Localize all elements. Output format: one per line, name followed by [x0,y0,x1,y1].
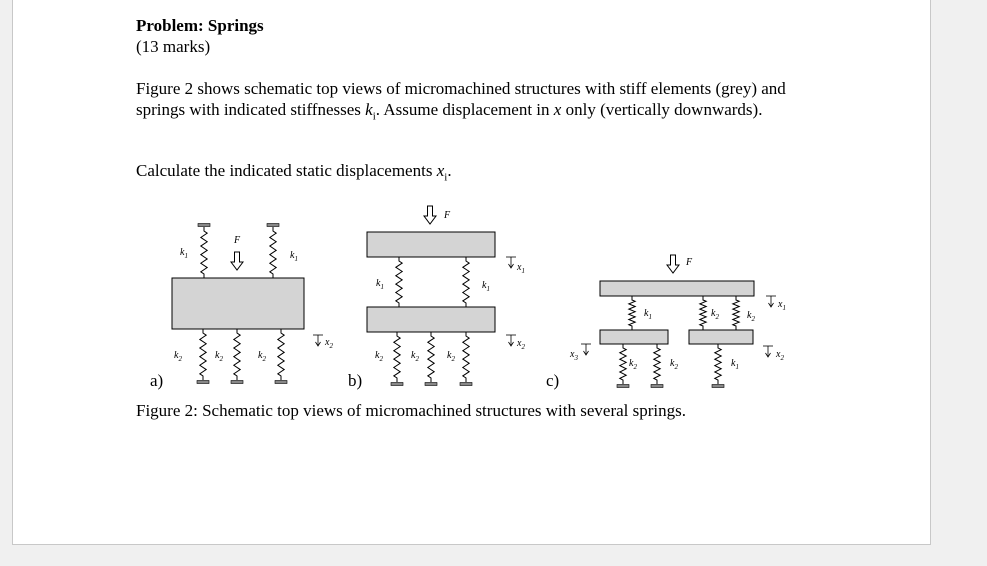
panel-c-spring-k1-top [629,296,635,330]
panel-a-ground-bottom-2 [231,381,243,384]
panel-a-spring-k1-right [270,227,276,278]
panel-a-spring-k2-1 [200,329,206,380]
panel-a-k2-label-3: $k_2$ [258,350,266,363]
panel-a-block [172,278,304,329]
panel-a-ground-top-right [267,224,279,227]
panel-b-spring-k1-left [396,257,402,307]
panel-b-x2-label: $x_2$ [517,338,525,351]
panel-c-spring-k1-br [715,344,721,384]
panel-c-ground-3 [712,385,724,388]
panel-b-ground-1 [391,383,403,386]
panel-a-spring-k1-left [201,227,207,278]
panel-c-ground-1 [617,385,629,388]
panel-c-x3-label: $x_3$ [570,349,578,362]
panel-b-spring-k1-right [463,257,469,307]
panel-a-ground-top-left [198,224,210,227]
panel-c-k1-bottom-label: $k_1$ [731,358,739,371]
panel-c-x1-label: $x_1$ [778,299,786,312]
panel-a-force-label: F [234,235,241,246]
panel-b-spring-k2-1 [394,332,400,382]
panel-a-ground-bottom-3 [275,381,287,384]
figure-caption: Figure 2: Schematic top views of micromachined structures with several springs. [136,401,687,420]
panel-b-top-block [367,232,495,257]
panel-c-force-arrow [667,255,679,273]
panel-b-force-arrow [424,206,436,224]
panel-c-ground-2 [651,385,663,388]
panel-b-ground-3 [460,383,472,386]
panel-b-k1-left-label: $k_1$ [376,278,384,291]
panel-b-k2-label-1: $k_2$ [375,350,383,363]
problem-description: Figure 2 shows schematic top views of micromachined structures with stiff elements (grey) and springs with indicated stiffnesses $k_i$. Assume displacement in x only (vertically downwards). [136,79,786,123]
panel-a-k2-label-2: $k_2$ [215,350,223,363]
panel-c-label: c) [546,371,560,390]
problem-question: Calculate the indicated static displacements $x_i$. [136,161,452,184]
panel-b-x1-label: $x_1$ [517,262,525,275]
panel-c-spring-k2-bl-2 [654,344,660,384]
panel-a-ground-bottom-1 [197,381,209,384]
panel-c-k1-top-label: $k_1$ [644,308,652,321]
panel-c-k2-top-label-2: $k_2$ [747,310,755,323]
panel-a-label: a) [150,371,164,390]
panel-b-ground-2 [425,383,437,386]
panel-b-k2-label-3: $k_2$ [447,350,455,363]
panel-c-top-block [600,281,754,296]
panel-c-k2-bottom-label-2: $k_2$ [670,358,678,371]
panel-c-force-label: F [686,257,693,268]
panel-a-k1-right-label: $k_1$ [290,250,298,263]
panel-a-spring-k2-2 [234,329,240,380]
problem-marks: (13 marks) [136,37,211,56]
panel-c-k2-bottom-label-1: $k_2$ [629,358,637,371]
panel-a-spring-k2-3 [278,329,284,380]
panel-c-k2-top-label-1: $k_2$ [711,308,719,321]
panel-a-k1-left-label: $k_1$ [180,247,188,260]
panel-c-bottom-left-block [600,330,668,344]
problem-title: Problem: Springs [136,16,264,35]
panel-a-force-arrow [231,252,243,270]
panel-b-force-label: F [444,210,451,221]
panel-b-spring-k2-3 [463,332,469,382]
panel-b-k1-right-label: $k_1$ [482,280,490,293]
panel-b-bottom-block [367,307,495,332]
panel-b-spring-k2-2 [428,332,434,382]
panel-c-spring-k2-bl-1 [620,344,626,384]
panel-c-x2-label: $x_2$ [776,349,784,362]
panel-a-k2-label-1: $k_2$ [174,350,182,363]
panel-c-bottom-right-block [689,330,753,344]
panel-b-label: b) [348,371,363,390]
panel-b-k2-label-2: $k_2$ [411,350,419,363]
panel-c-spring-k2-top-1 [700,296,706,330]
panel-c-spring-k2-top-2 [733,296,739,330]
panel-a-x2-label: $x_2$ [325,337,333,350]
